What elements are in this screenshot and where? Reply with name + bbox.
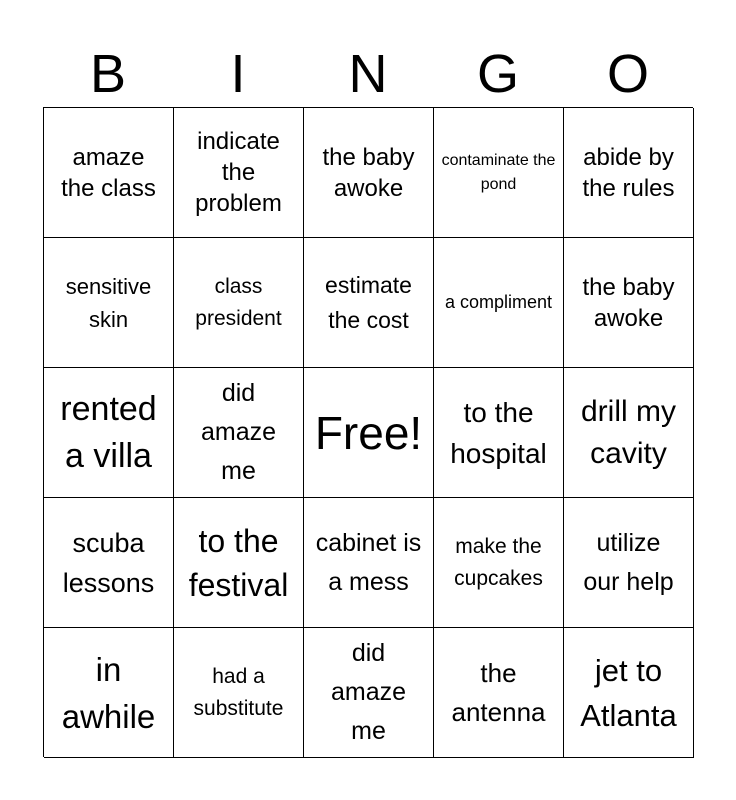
bingo-cell-r2-c2[interactable]: [174, 238, 304, 368]
cell-text: the baby awoke: [322, 143, 415, 202]
cell-text: amaze the class: [61, 143, 156, 202]
cell-text: to the hospital: [450, 396, 547, 469]
free-space-text: Free!: [314, 406, 423, 459]
cell-text: the baby awoke: [582, 273, 675, 332]
bingo-cell-r2-c4[interactable]: [434, 238, 564, 368]
cell-text: had a substitute: [193, 664, 284, 720]
bingo-cell-r2-c3[interactable]: [304, 238, 434, 368]
bingo-cell-r1-c1[interactable]: [44, 108, 174, 238]
cell-text: jet to Atlanta: [580, 652, 677, 733]
bingo-cell-r3-c4[interactable]: [434, 368, 564, 498]
header-letter-g: G: [476, 44, 519, 104]
bingo-cell-r4-c3[interactable]: [304, 498, 434, 628]
bingo-cell-r1-c4[interactable]: [434, 108, 564, 238]
header-letter-b: B: [89, 44, 127, 104]
bingo-cell-r4-c5[interactable]: [564, 498, 694, 628]
cell-text: to the festival: [188, 522, 289, 603]
cell-text: contaminate the pond: [441, 151, 556, 193]
bingo-board: [43, 107, 693, 757]
bingo-cell-r4-c4[interactable]: [434, 498, 564, 628]
cell-text: estimate the cost: [325, 271, 412, 333]
bingo-cell-r5-c5[interactable]: [564, 628, 694, 758]
cell-text: indicate the problem: [195, 128, 282, 217]
bingo-cell-r4-c2[interactable]: [174, 498, 304, 628]
header-letter-i: I: [230, 44, 246, 104]
bingo-cell-r5-c3[interactable]: [304, 628, 434, 758]
bingo-cell-r1-c5[interactable]: [564, 108, 694, 238]
cell-text: did amaze me: [200, 379, 277, 485]
bingo-cell-r3-c2[interactable]: [174, 368, 304, 498]
bingo-cell-r3-c1[interactable]: [44, 368, 174, 498]
bingo-cell-r5-c2[interactable]: [174, 628, 304, 758]
cell-text: class president: [195, 274, 282, 330]
cell-text: cabinet is a mess: [315, 528, 422, 596]
header-letter-n: N: [348, 44, 388, 104]
bingo-cell-r2-c5[interactable]: [564, 238, 694, 368]
cell-text: rented a villa: [60, 389, 157, 475]
bingo-cell-r5-c4[interactable]: [434, 628, 564, 758]
bingo-cell-r2-c1[interactable]: [44, 238, 174, 368]
cell-text: sensitive skin: [65, 273, 152, 332]
bingo-cell-r3-c5[interactable]: [564, 368, 694, 498]
cell-text: make the cupcakes: [454, 534, 543, 590]
bingo-cell-r3-c3[interactable]: [304, 368, 434, 498]
cell-text: abide by the rules: [582, 143, 675, 202]
cell-text: a compliment: [444, 292, 553, 312]
cell-text: scuba lessons: [62, 527, 155, 598]
bingo-header: [43, 40, 693, 108]
cell-text: drill my cavity: [581, 394, 676, 470]
cell-text: the antenna: [451, 657, 546, 727]
header-letter-o: O: [606, 44, 649, 104]
cell-text: did amaze me: [330, 639, 407, 745]
cell-text: utilize our help: [583, 528, 674, 596]
bingo-cell-r1-c3[interactable]: [304, 108, 434, 238]
bingo-cell-r1-c2[interactable]: [174, 108, 304, 238]
cell-text: in awhile: [61, 650, 156, 735]
bingo-cell-r4-c1[interactable]: [44, 498, 174, 628]
bingo-cell-r5-c1[interactable]: [44, 628, 174, 758]
